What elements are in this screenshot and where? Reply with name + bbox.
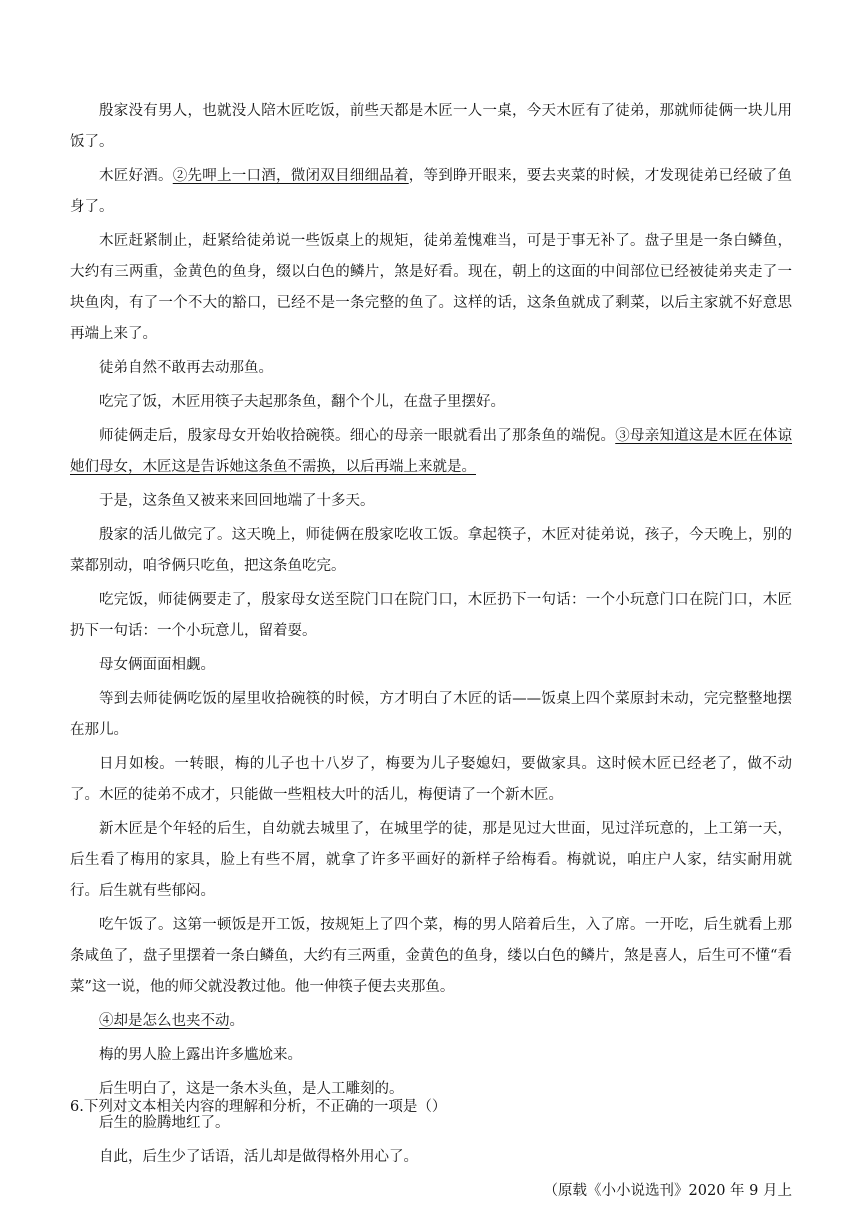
paragraph — [70, 650, 792, 681]
paragraph — [70, 1142, 792, 1173]
text-segment: ，等到睁开眼来，要去夹菜的时候，才发现徒弟已经破了鱼身了。 — [70, 168, 792, 215]
text-segment: 木匠赶紧制止，赶紧给徒弟说一些饭桌上的规矩，徒弟羞愧难当，可是于事无补了。盘子里是一条白鳞鱼，大约有三两重，金黄色的鱼身，缀以白色的鳞片，煞是好看。现在，朝上的这面的中间部位已经被徒弟夹走了一块鱼肉，有了一个不大的豁口，已经不是一条完整的鱼了。这样的话，这条鱼就成了剩菜，以后主家就不好意思再端上来了。 — [70, 233, 792, 342]
text-segment: 殷家没有男人，也就没人陪木匠吃饭，前些天都是木匠一人一桌，今天木匠有了徒弟，那就师徒俩一块儿用饭了。 — [70, 103, 792, 150]
text-segment: 自此，后生少了话语，活儿却是做得格外用心了。 — [99, 1149, 418, 1165]
text-segment: 吃完了饭，木匠用筷子夫起那条鱼，翻个个儿，在盘子里摆好。 — [99, 394, 505, 410]
text-segment: 后生明白了，这是一条木头鱼，是人工雕刻的。 — [99, 1081, 404, 1097]
paragraph — [70, 520, 792, 582]
text-segment: 徒弟自然不敢再去动那鱼。 — [99, 360, 273, 376]
text-segment: 吃完饭，师徒俩要走了，殷家母女送至院门口在院门口，木匠扔下一句话：一个小玩意门口在院门口，木匠扔下一句话：一个小玩意儿，留着耍。 — [70, 592, 792, 639]
text-segment: 于是，这条鱼又被来来回回地端了十多天。 — [99, 493, 375, 509]
paragraph — [70, 814, 792, 907]
text-segment: 后生的脸腾地红了。 — [99, 1115, 230, 1131]
paragraph — [70, 226, 792, 350]
underlined-text: ④却是怎么也夹不动 — [99, 1013, 230, 1029]
paragraph — [70, 96, 792, 158]
text-segment: 母女俩面面相觑。 — [99, 657, 215, 673]
paragraph — [70, 585, 792, 647]
paragraph — [70, 161, 792, 223]
paragraph — [70, 421, 792, 483]
text-segment: 。 — [229, 1013, 244, 1029]
underlined-text: ③母亲知道这是木匠在体谅她们母女，木匠这是告诉她这条鱼不需换，以后再端上来就是。 — [70, 428, 792, 475]
source-note: （原载《小小说选刊》2020 年 9 月上 — [543, 1183, 792, 1199]
text-segment: 等到去师徒俩吃饭的屋里收拾碗筷的时候，方才明白了木匠的话——饭桌上四个菜原封未动，完完整整地摆在那儿。 — [70, 691, 792, 738]
paragraph — [70, 1006, 792, 1037]
paragraph — [70, 910, 792, 1003]
question-6: 6.下列对文本相关内容的理解和分析，不正确的一项是（） — [70, 1099, 447, 1115]
underlined-text: ②先呷上一口酒，微闭双目细细品着 — [172, 168, 409, 184]
text-segment: 吃午饭了。这第一顿饭是开工饭，按规矩上了四个菜，梅的男人陪着后生，入了席。一开吃，后生就看上那条咸鱼了，盘子里摆着一条白鳞鱼，大约有三两重，金黄色的鱼身，缕以白色的鳞片，煞是喜人，后生可不懂“看菜”这一说，他的师父就没教过他。他一伸筷子便去夹那鱼。 — [70, 917, 792, 995]
text-segment: 木匠好酒。 — [99, 168, 173, 184]
story-text — [70, 96, 792, 1207]
paragraph — [70, 684, 792, 746]
text-segment: 新木匠是个年轻的后生，自幼就去城里了，在城里学的徒，那是见过大世面，见过洋玩意的，上工第一天，后生看了梅用的家具，脸上有些不屑，就拿了许多平画好的新样子给梅看。梅就说，咱庄户人家，结实耐用就行。后生就有些郁闷。 — [70, 821, 792, 899]
paragraph — [70, 353, 792, 384]
text-segment: 师徒俩走后，殷家母女开始收拾碗筷。细心的母亲一眼就看出了那条鱼的端倪。 — [99, 428, 616, 444]
paragraph — [70, 387, 792, 418]
text-segment: 殷家的活儿做完了。这天晚上，师徒俩在殷家吃收工饭。拿起筷子，木匠对徒弟说，孩子，今天晚上，别的菜都别动，咱爷俩只吃鱼，把这条鱼吃完。 — [70, 527, 792, 574]
paragraph — [70, 1040, 792, 1071]
text-segment: 梅的男人脸上露出许多尴尬来。 — [99, 1047, 302, 1063]
text-segment: 日月如梭。一转眼，梅的儿子也十八岁了，梅要为儿子娶媳妇，要做家具。这时候木匠已经老了，做不动了。木匠的徒弟不成才，只能做一些粗枝大叶的活儿，梅便请了一个新木匠。 — [70, 756, 792, 803]
paragraph — [70, 749, 792, 811]
paragraph — [70, 486, 792, 517]
